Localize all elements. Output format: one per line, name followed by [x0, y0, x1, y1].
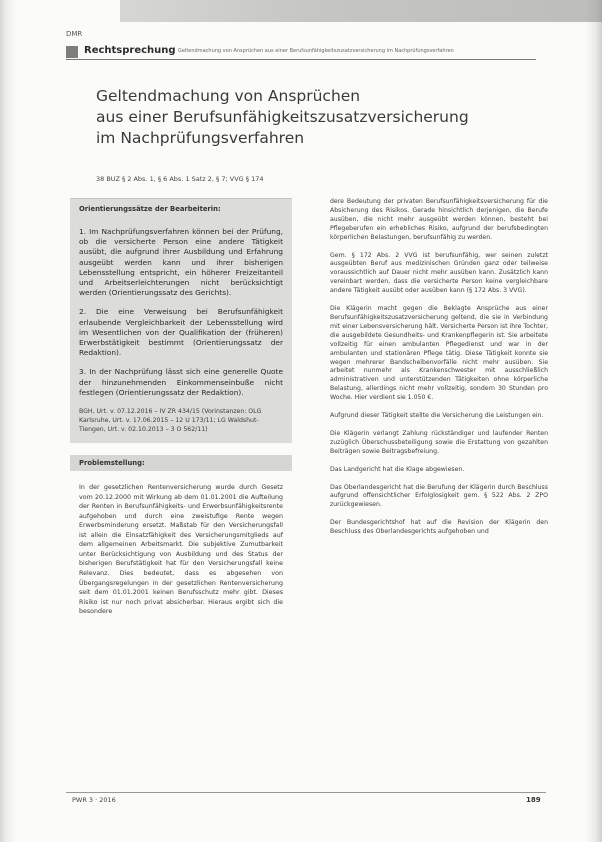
- article-title-line1: Geltendmachung von Ansprüchen: [96, 87, 361, 105]
- header-subtitle: Geltendmachung von Ansprüchen aus einer Berufsunfähigkeitszusatzversicherung im Nachprüfungsverfahren: [178, 48, 454, 54]
- problem-body: In der gesetzlichen Rentenversicherung wurde durch Gesetz vom 20.12.2000 mit Wirkung ab dem 01.01.2001 die Aufteilung der Renten in Berufsunfähigkeits- und Erwerbsunfähigkeitsrente aufgehoben und durch eine zweistufige Rente wegen Erwerbsminderung ersetzt. Maßstab für den Versicherungsfall ist allein die Einsatzfähigkeit des Versicherungsmitglieds auf dem allgemeinen Arbeitsmarkt. Die subjektive Zumutbarkeit unter Berücksichtigung von Ausbildung und des Status der bisherigen Berufstätigkeit hat für den Versicherungsfall keine Relevanz. Dies bedeutet, dass es abgesehen von Übergangsregelungen in der gesetzlichen Rentenversicherung seit dem 01.01.2001 keinen Berufsschutz mehr gibt. Dieses Risiko ist nur noch privat absicherbar. Hieraus ergibt sich die besondere: [79, 484, 283, 616]
- article-title-line3: im Nachprüfungsverfahren: [96, 129, 305, 147]
- orientation-point-1: 1. Im Nachprüfungsverfahren können bei der Prüfung, ob die versicherte Person eine andere Tätigkeit ausübt, die aufgrund ihrer Ausbildung und Erfahrung ausgeübt werden kann und ihrer bisherigen Lebensstellung entspricht, ein höherer Freizeitanteil und Arbeitserleichterungen nicht berücksichtigt werden (Orientierungssatz des Gerichts).: [79, 227, 283, 298]
- right-paragraph-6: Das Landgericht hat die Klage abgewiesen.: [330, 465, 465, 473]
- court-source: BGH, Urt. v. 07.12.2016 – IV ZR 434/15 (Vorinstanzen: OLG Karlsruhe, Urt. v. 17.06.2015 – 12 U 173/11; LG Waldshut-Tiengen, Urt. v. 02.10.2013 – 3 O 562/11): [79, 408, 262, 434]
- right-paragraph-4: Aufgrund dieser Tätigkeit stellte die Versicherung die Leistungen ein.: [330, 412, 544, 420]
- legal-reference: 38 BUZ § 2 Abs. 1, § 6 Abs. 1 Satz 2, § 7; VVG § 174: [96, 175, 264, 183]
- page-number: 189: [526, 796, 541, 804]
- right-paragraph-2: Gem. § 172 Abs. 2 VVG ist berufsunfähig, wer seinen zuletzt ausgeübten Beruf aus medizinischen Gründen ganz oder teilweise voraussichtlich auf Dauer nicht mehr ausüben kann. Zusätzlich kann vereinbart werden, dass die versicherte Person keine vergleichbare andere Tätigkeit ausübt oder ausüben kann (§ 172 Abs. 3 VVG).: [330, 251, 548, 295]
- footer-rule: [66, 792, 546, 793]
- right-paragraph-1: dere Bedeutung der privaten Berufsunfähigkeitsversicherung für die Absicherung des Risikos. Gerade hinsichtlich derjenigen, die Berufe ausüben, die nicht mehr ausgeübt werden können, besteht bei Pflegeberufen ein erhebliches Risiko, aufgrund der berufsbedingten körperlichen Belastungen, berufsunfähig zu werden.: [330, 198, 548, 241]
- scan-shadow: [120, 0, 602, 22]
- orientation-point-3: 3. In der Nachprüfung lässt sich eine generelle Quote der hinzunehmenden Einkommenseinbuße nicht festlegen (Orientierungssatz der Redaktion).: [79, 367, 283, 397]
- running-header: [66, 44, 536, 60]
- right-paragraph-8: Der Bundesgerichtshof hat auf die Revision der Klägerin den Beschluss des Oberlandesgerichts aufgehoben und: [330, 519, 548, 536]
- article-title-line2: aus einer Berufsunfähigkeitszusatzversicherung: [96, 108, 469, 126]
- header-marker-icon: [66, 46, 78, 58]
- right-paragraph-3: Die Klägerin macht gegen die Beklagte Ansprüche aus einer Berufsunfähigkeitszusatzversicherung geltend, die sie in Verbindung mit einer Lebensversicherung hält. Versicherte Person ist ihre Tochter, die ausgebildete Gesundheits- und Krankenpflegerin ist. Sie arbeitete vollzeitig für einen ambulanten Pflegedienst und war in der ambulanten und stationären Pflege tätig. Diese Tätigkeit konnte sie wegen mehrerer Bandscheibenvorfälle nicht mehr ausüben. Sie arbeitet nunmehr als Krankenschwester mit ausschließlich administrativen und unterstützenden Tätigkeiten ohne körperliche Belastung, allerdings nicht mehr vollzeitig, sondern 30 Stunden pro Woche. Hier verdient sie 1.050 €.: [330, 305, 548, 402]
- section-tag: DMR: [66, 30, 83, 38]
- left-column: [70, 198, 292, 617]
- orientation-heading: Orientierungssätze der Bearbeiterin:: [79, 205, 221, 213]
- right-paragraph-5: Die Klägerin verlangt Zahlung rückständiger und laufender Renten zuzüglich Überschussbeteiligung sowie die Erstattung von gezahlten Beiträgen sowie Beitragsbefreiung.: [330, 429, 548, 455]
- header-title: Rechtsprechung: [84, 45, 176, 56]
- problem-heading: Problemstellung:: [70, 455, 292, 471]
- journal-reference: PWR 3 · 2016: [72, 796, 116, 804]
- orientation-box: [70, 198, 292, 443]
- article-title: [96, 86, 516, 149]
- right-column: [330, 198, 548, 546]
- right-paragraph-7: Das Oberlandesgericht hat die Berufung der Klägerin durch Beschluss aufgrund offensichtlicher Erfolglosigkeit gem. § 522 Abs. 2 ZPO zurückgewiesen.: [330, 483, 548, 509]
- orientation-point-2: 2. Die eine Verweisung bei Berufsunfähigkeit erlaubende Vergleichbarkeit der Lebensstellung wird im Wesentlichen von der Qualifikation der (früheren) Erwerbstätigkeit bestimmt (Orientierungssatz der Redaktion).: [79, 307, 283, 358]
